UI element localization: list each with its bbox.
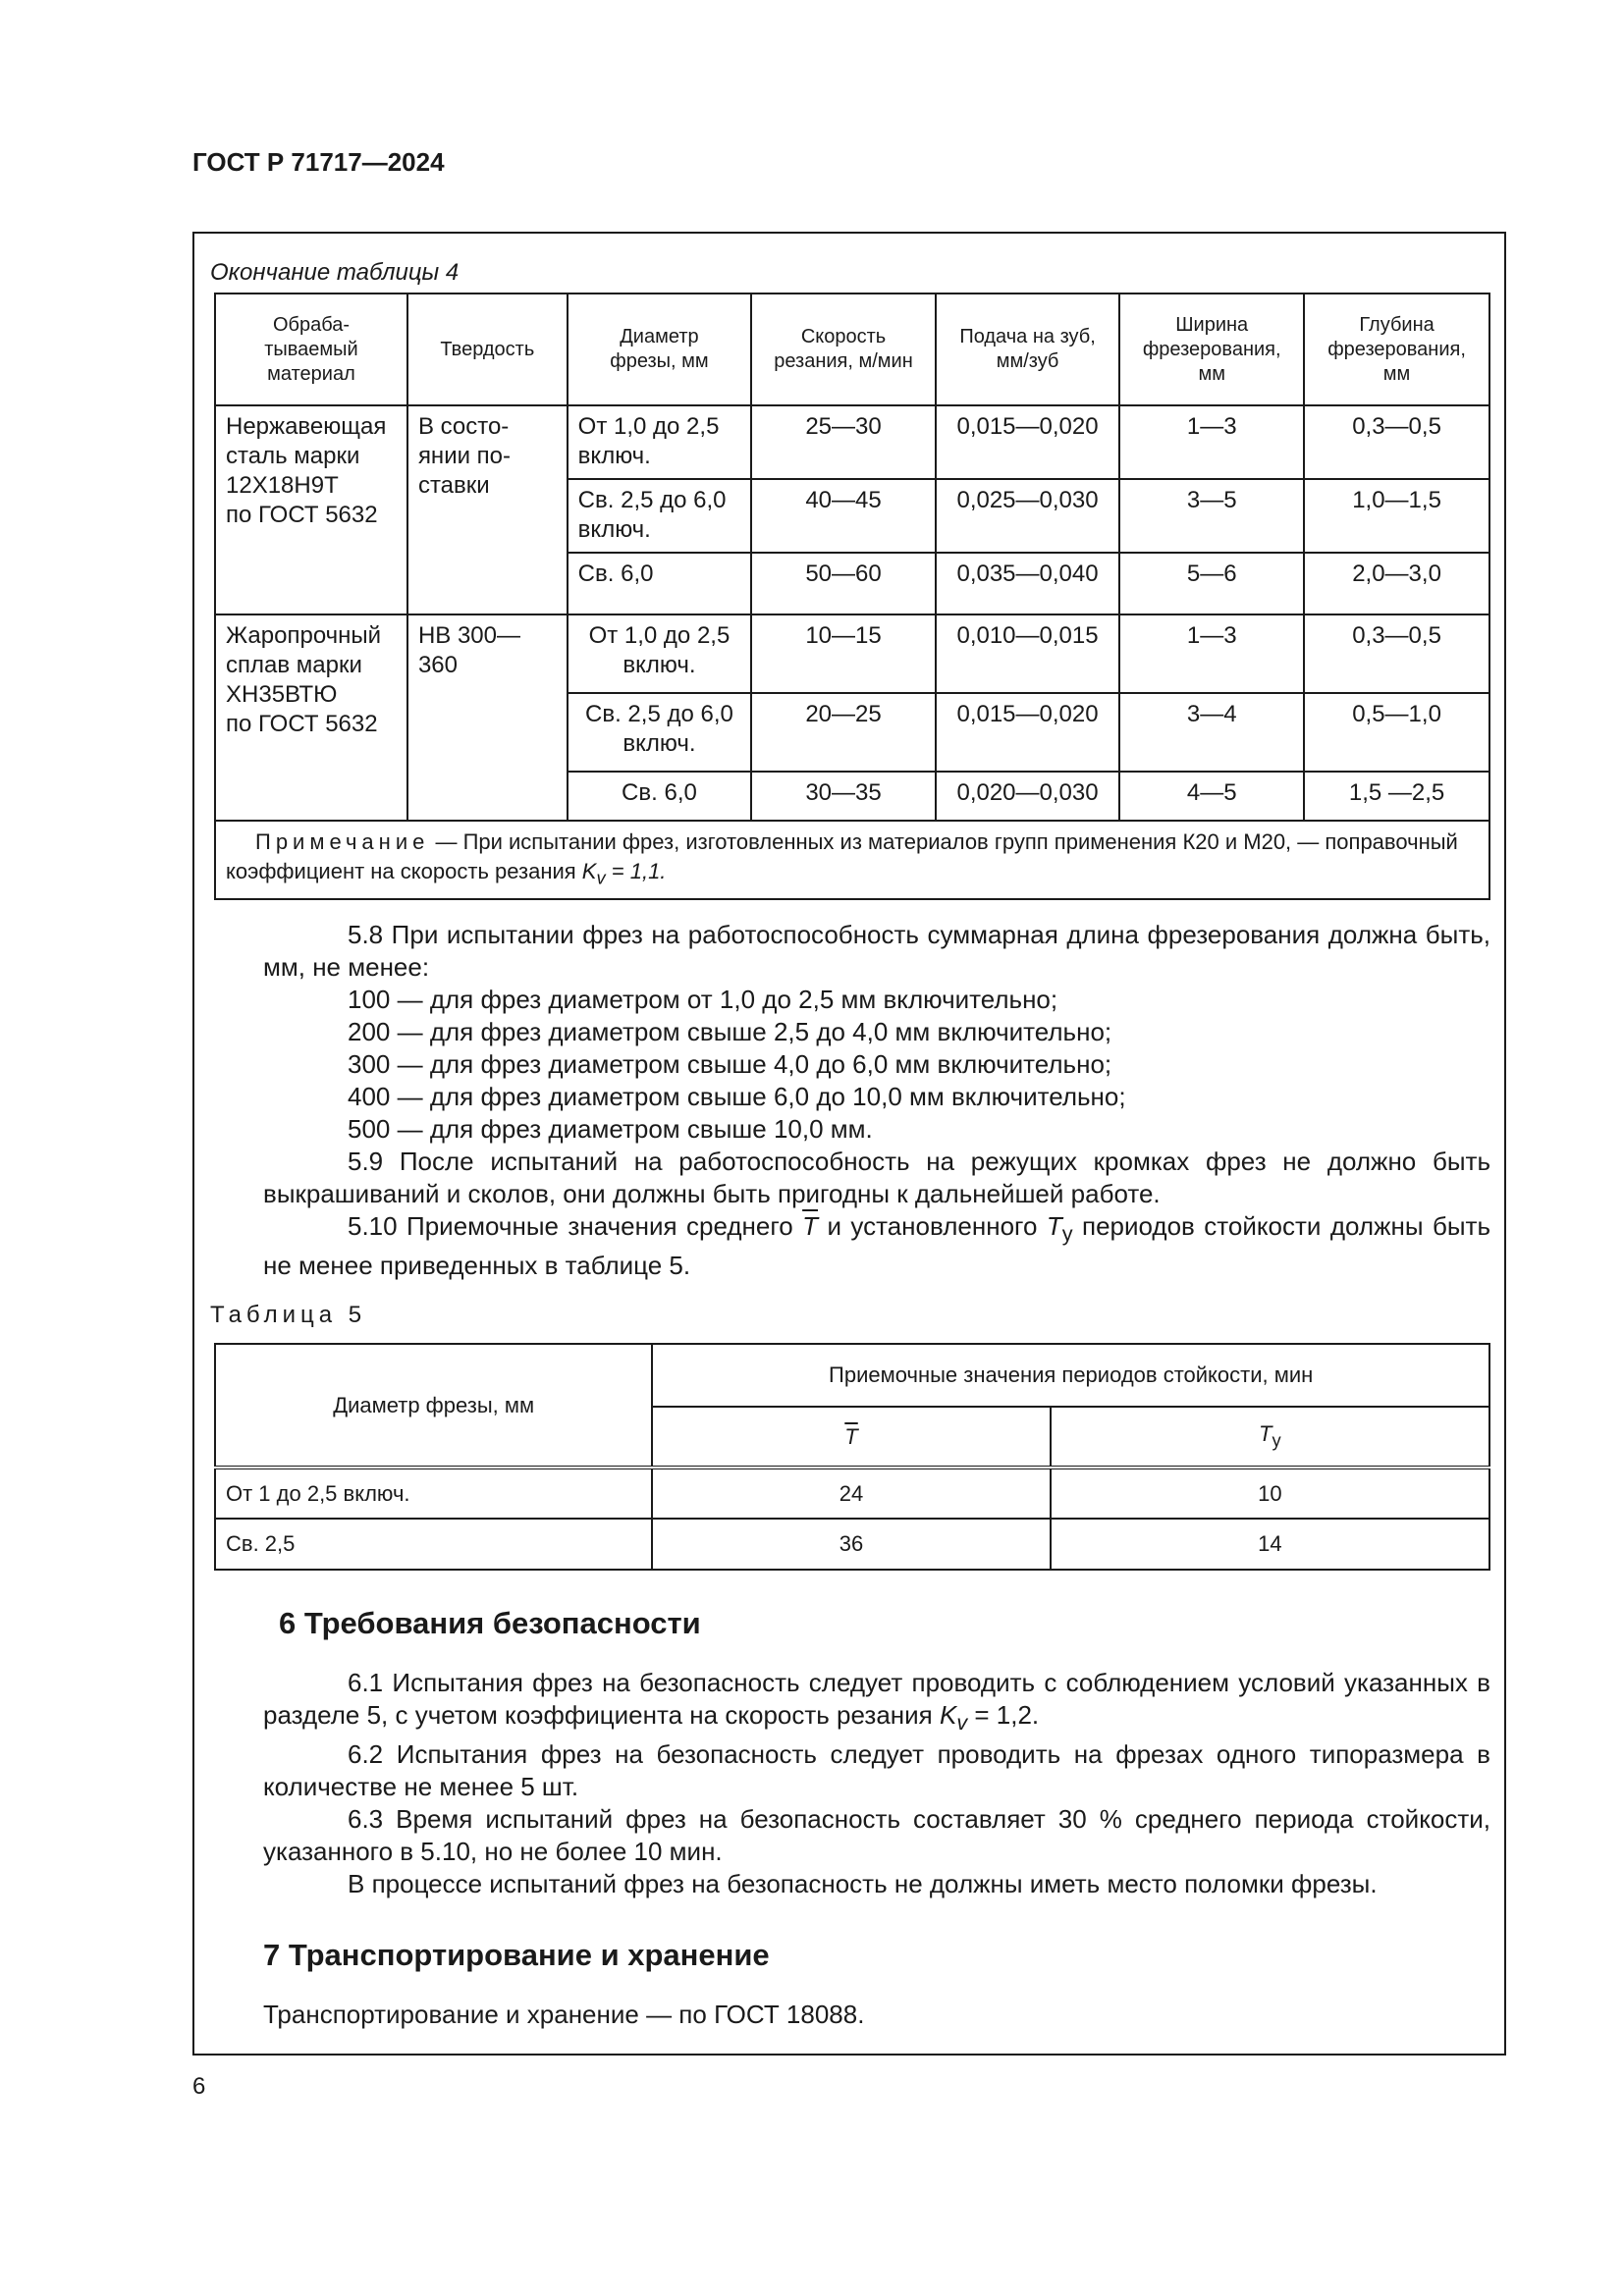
table5-header-row — [215, 1344, 1489, 1407]
note-label: Примечание — [255, 829, 430, 854]
note-subscript: v — [596, 867, 606, 888]
table-row — [215, 405, 1489, 479]
table4-header-cell: Ширина фрезерования, мм — [1119, 294, 1304, 405]
hardness-cell: В состо- янии по- ставки — [407, 405, 568, 614]
feed-cell: 0,015—0,020 — [936, 693, 1119, 772]
table4-note — [215, 821, 1489, 899]
t-set-cell: 10 — [1051, 1468, 1489, 1519]
speed-cell: 40—45 — [751, 479, 936, 553]
diameter-cell: От 1,0 до 2,5 включ. — [568, 614, 752, 693]
t-mean-symbol: $\overline{T}$ — [802, 1211, 819, 1241]
document-header: ГОСТ Р 71717—2024 — [192, 147, 445, 177]
list-item: 100 — для фрез диаметром от 1,0 до 2,5 мм включительно; — [348, 985, 1058, 1014]
table-row — [215, 614, 1489, 693]
section7-title: 7 Транспортирование и хранение — [263, 1938, 770, 1972]
material-cell: Жаропрочный сплав марки ХН35ВТЮ по ГОСТ 5632 — [215, 614, 407, 821]
list-item: 200 — для фрез диаметром свыше 2,5 до 4,0 мм включительно; — [348, 1017, 1112, 1046]
diameter-cell: Св. 2,5 — [215, 1519, 652, 1570]
paragraph-5-10: 5.10 Приемочные значения среднего $\overline{T}$ и установленного $T_у$ периодов стойкости должны быть не менее приведенных в таблице 5. — [263, 1211, 1491, 1281]
table4-note-row — [215, 821, 1489, 899]
depth-cell: 1,5 —2,5 — [1304, 772, 1489, 821]
diameter-cell: Св. 2,5 до 6,0 включ. — [568, 693, 752, 772]
table5-header-group: Приемочные значения периодов стойкости, мин — [652, 1344, 1489, 1407]
table5-header-t-set: $T_y$ — [1051, 1407, 1489, 1468]
depth-cell: 0,3—0,5 — [1304, 405, 1489, 479]
paragraph-7: Транспортирование и хранение — по ГОСТ 18088. — [263, 2000, 865, 2029]
depth-cell: 1,0—1,5 — [1304, 479, 1489, 553]
width-cell: 5—6 — [1119, 553, 1304, 614]
note-symbol: K — [581, 859, 597, 883]
paragraph-5-9: 5.9 После испытаний на работоспособность на режущих кромках фрез не должно быть выкрашиваний и сколов, они должны быть пригодны к дальнейшей работе. — [263, 1147, 1490, 1208]
paragraph-6-3: 6.3 Время испытаний фрез на безопасность составляет 30 % среднего периода стойкости, указанного в 5.10, но не более 10 мин. — [263, 1804, 1490, 1867]
depth-cell: 2,0—3,0 — [1304, 553, 1489, 614]
page-frame — [192, 232, 1506, 2056]
table4-header-cell: Скорость резания, м/мин — [751, 294, 936, 405]
diameter-cell: От 1 до 2,5 включ. — [215, 1468, 652, 1519]
note-text: — При испытании фрез, изготовленных из материалов групп применения К20 и М20, — поправочный коэффициент на скорость резания — [226, 829, 1458, 883]
t-set-cell: 14 — [1051, 1519, 1489, 1570]
feed-cell: 0,035—0,040 — [936, 553, 1119, 614]
table4-header-cell: Твердость — [407, 294, 568, 405]
speed-cell: 25—30 — [751, 405, 936, 479]
table4 — [214, 293, 1490, 900]
depth-cell: 0,3—0,5 — [1304, 614, 1489, 693]
paragraph-5-8: 5.8 При испытании фрез на работоспособность суммарная длина фрезерования должна быть, мм, не менее: — [263, 920, 1490, 982]
diameter-cell: Св. 6,0 — [568, 772, 752, 821]
table4-header-cell: Подача на зуб, мм/зуб — [936, 294, 1119, 405]
hardness-cell: НВ 300— 360 — [407, 614, 568, 821]
speed-cell: 20—25 — [751, 693, 936, 772]
feed-cell: 0,015—0,020 — [936, 405, 1119, 479]
width-cell: 3—5 — [1119, 479, 1304, 553]
table-row — [215, 1519, 1489, 1570]
paragraph-6-4: В процессе испытаний фрез на безопасность не должны иметь место поломки фрезы. — [348, 1869, 1378, 1899]
paragraph-6-2: 6.2 Испытания фрез на безопасность следует проводить на фрезах одного типоразмера в количестве не менее 5 шт. — [263, 1739, 1490, 1802]
section6-text — [263, 1667, 1490, 1900]
section5-text — [263, 919, 1490, 1282]
paragraph-6-1: 6.1 Испытания фрез на безопасность следует проводить с соблюдением условий указанных в разделе 5, с учетом коэффициента на скорость резания $K_v = 1,2$. — [263, 1668, 1490, 1735]
table4-header-cell: Глубина фрезерования, мм — [1304, 294, 1489, 405]
diameter-cell: От 1,0 до 2,5 включ. — [568, 405, 752, 479]
table4-header-row — [215, 294, 1489, 405]
width-cell: 1—3 — [1119, 405, 1304, 479]
width-cell: 3—4 — [1119, 693, 1304, 772]
material-cell: Нержавеющая сталь марки 12Х18Н9Т по ГОСТ 5632 — [215, 405, 407, 614]
depth-cell: 0,5—1,0 — [1304, 693, 1489, 772]
table5 — [214, 1343, 1490, 1571]
width-cell: 4—5 — [1119, 772, 1304, 821]
diameter-cell: Св. 2,5 до 6,0 включ. — [568, 479, 752, 553]
feed-cell: 0,020—0,030 — [936, 772, 1119, 821]
speed-cell: 10—15 — [751, 614, 936, 693]
list-item: 400 — для фрез диаметром свыше 6,0 до 10,0 мм включительно; — [348, 1082, 1126, 1111]
table5-header-diameter: Диаметр фрезы, мм — [215, 1344, 652, 1468]
table4-caption: Окончание таблицы 4 — [210, 259, 460, 286]
t-mean-cell: 36 — [652, 1519, 1050, 1570]
table5-caption: Таблица 5 — [210, 1302, 367, 1328]
diameter-cell: Св. 6,0 — [568, 553, 752, 614]
table4-header-cell: Обраба- тываемый материал — [215, 294, 407, 405]
speed-cell: 30—35 — [751, 772, 936, 821]
section7-text — [263, 1999, 1490, 2031]
list-item: 300 — для фрез диаметром свыше 4,0 до 6,0 мм включительно; — [348, 1049, 1112, 1079]
speed-cell: 50—60 — [751, 553, 936, 614]
note-value: = 1,1. — [605, 859, 667, 883]
feed-cell: 0,010—0,015 — [936, 614, 1119, 693]
t-set-symbol: T — [1046, 1211, 1062, 1241]
table-row — [215, 1468, 1489, 1519]
list-item: 500 — для фрез диаметром свыше 10,0 мм. — [348, 1114, 873, 1144]
t-mean-cell: 24 — [652, 1468, 1050, 1519]
page-number: 6 — [192, 2073, 206, 2100]
feed-cell: 0,025—0,030 — [936, 479, 1119, 553]
table5-header-t-mean: $\overline{T}$ — [652, 1407, 1050, 1468]
section6-title: 6 Требования безопасности — [279, 1606, 701, 1640]
width-cell: 1—3 — [1119, 614, 1304, 693]
table4-header-cell: Диаметр фрезы, мм — [568, 294, 752, 405]
